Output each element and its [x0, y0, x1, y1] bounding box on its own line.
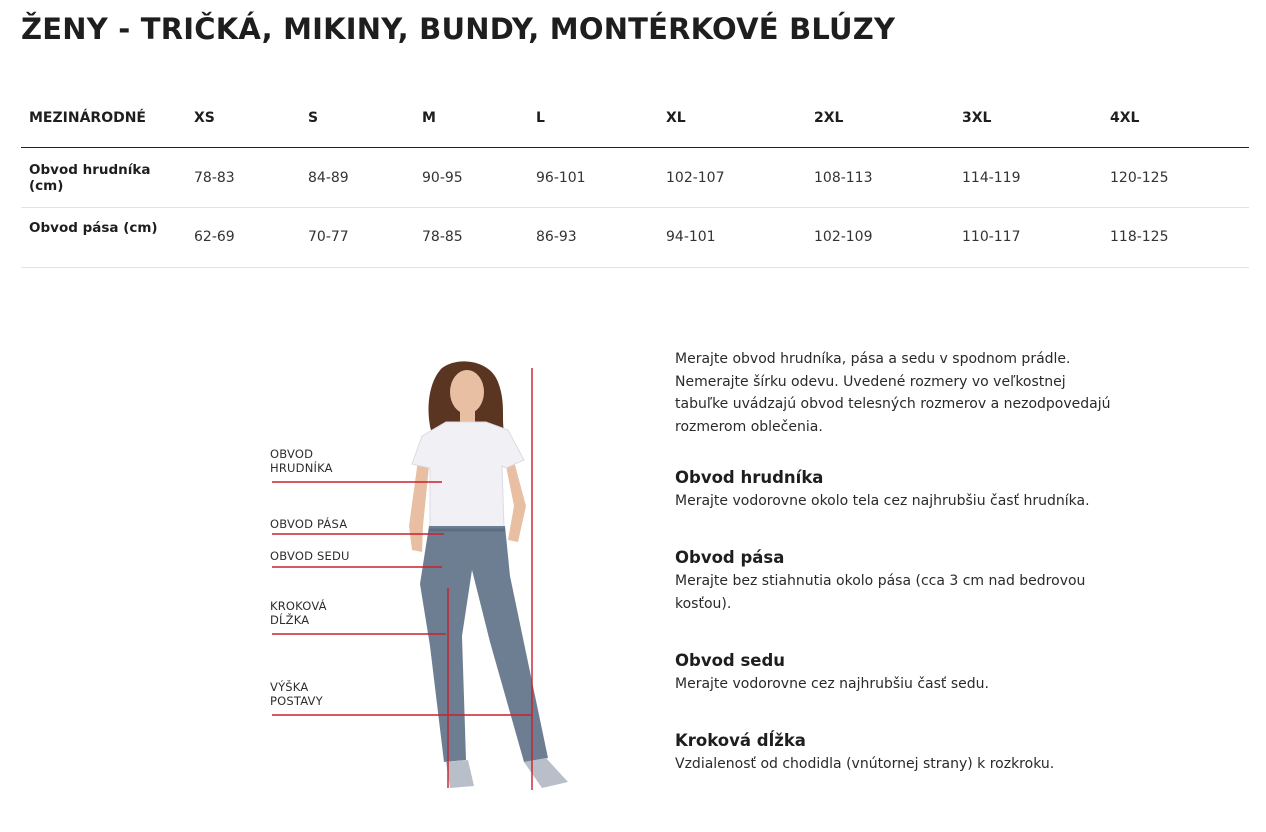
guide-section-chest — [675, 466, 1115, 513]
guide-intro: Merajte obvod hrudníka, pása a sedu v spodnom prádle. Nemerajte šírku odevu. Uvedené rozmery vo veľkostnej tabuľke uvádzajú obvod telesných rozmerov a nezodpovedajú rozmerom oblečenia. — [675, 351, 1111, 435]
table-cell: 62-69 — [194, 229, 235, 245]
table-cell: 102-109 — [814, 229, 873, 245]
left-arm — [409, 460, 429, 552]
page-title: ŽENY - TRIČKÁ, MIKINY, BUNDY, MONTÉRKOVÉ BLÚZY — [21, 12, 896, 46]
woman-figure-illustration — [262, 356, 584, 796]
guide-section-waist — [675, 546, 1115, 616]
table-cell: 118-125 — [1110, 229, 1169, 245]
table-cell: 96-101 — [536, 169, 586, 186]
chest-label: OBVOD HRUDNÍKA — [270, 447, 333, 475]
inseam-label: KROKOVÁ DĹŽKA — [270, 599, 327, 627]
guide-section-text: Merajte vodorovne cez najhrubšiu časť sedu. — [675, 676, 989, 692]
jeans — [420, 526, 548, 762]
table-cell: 114-119 — [962, 169, 1021, 186]
table-cell: 78-83 — [194, 169, 235, 186]
table-cell: 78-85 — [422, 229, 463, 245]
waist-label: OBVOD PÁSA — [270, 517, 348, 531]
guide-section-title: Kroková dĺžka — [675, 731, 806, 750]
header-size-xl: XL — [658, 88, 806, 148]
row-label-chest: Obvod hrudníka (cm) — [29, 161, 151, 194]
header-size-l: L — [528, 88, 658, 148]
size-table — [21, 88, 1249, 268]
right-shoe — [524, 758, 568, 788]
row-label-waist: Obvod pása (cm) — [29, 220, 158, 236]
header-size-m: M — [414, 88, 528, 148]
table-cell: 94-101 — [666, 229, 716, 245]
measurement-guide — [675, 348, 1115, 809]
size-table-header-row — [21, 88, 1249, 148]
header-size-3xl: 3XL — [954, 88, 1102, 148]
header-size-s: S — [300, 88, 414, 148]
header-size-2xl: 2XL — [806, 88, 954, 148]
hips-label: OBVOD SEDU — [270, 549, 350, 563]
header-international: MEZINÁRODNÉ — [21, 88, 186, 148]
table-cell: 90-95 — [422, 169, 463, 186]
table-cell: 102-107 — [666, 169, 725, 186]
table-cell: 108-113 — [814, 169, 873, 186]
guide-section-text: Merajte vodorovne okolo tela cez najhrubšiu časť hrudníka. — [675, 493, 1090, 509]
table-cell: 110-117 — [962, 229, 1021, 245]
height-label: VÝŠKA POSTAVY — [270, 680, 323, 708]
table-row — [21, 208, 1249, 268]
table-cell: 84-89 — [308, 169, 349, 186]
left-shoe — [446, 760, 474, 788]
header-size-4xl: 4XL — [1102, 88, 1249, 148]
guide-section-hips — [675, 649, 1115, 696]
t-shirt — [412, 422, 524, 528]
table-cell: 86-93 — [536, 229, 577, 245]
face — [450, 370, 484, 414]
table-row — [21, 148, 1249, 208]
guide-section-title: Obvod sedu — [675, 651, 786, 670]
header-size-xs: XS — [186, 88, 300, 148]
table-cell: 120-125 — [1110, 169, 1169, 186]
guide-section-text: Merajte bez stiahnutia okolo pása (cca 3 cm nad bedrovou kosťou). — [675, 573, 1086, 612]
measurement-figure — [262, 356, 584, 796]
table-cell: 70-77 — [308, 229, 349, 245]
guide-section-text: Vzdialenosť od chodidla (vnútornej strany) k rozkroku. — [675, 756, 1055, 772]
guide-section-title: Obvod pása — [675, 548, 785, 567]
guide-section-title: Obvod hrudníka — [675, 468, 824, 487]
guide-section-inseam — [675, 729, 1115, 776]
